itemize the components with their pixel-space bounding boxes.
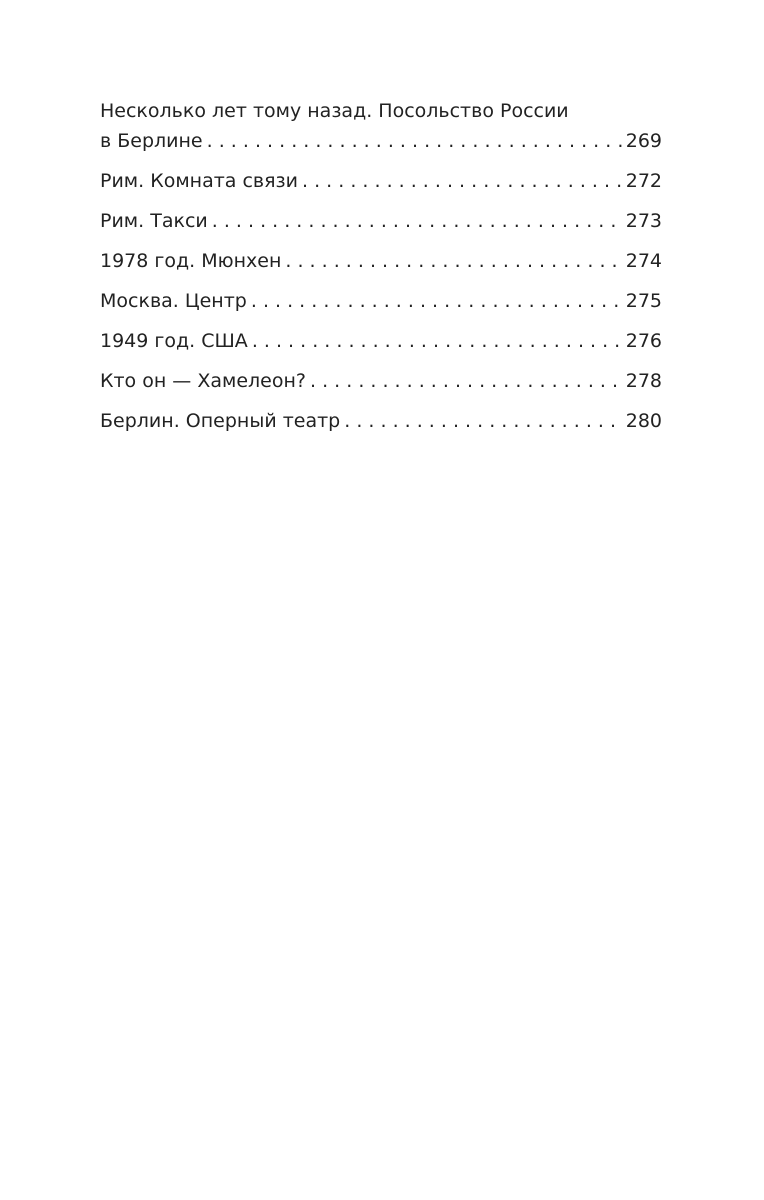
toc-entry: [100, 326, 662, 356]
toc-entry-page: 278: [625, 370, 662, 392]
toc-entry-title: Кто он — Хамелеон?: [100, 370, 306, 392]
toc-entry-page: 280: [625, 410, 662, 432]
toc-leader-dots: [285, 246, 623, 276]
toc-entry-row: [100, 326, 662, 356]
toc-leader-dots: [310, 366, 624, 396]
toc-entry-row: [100, 366, 662, 396]
toc-entry-page: 275: [625, 290, 662, 312]
toc-leader-dots: [302, 166, 624, 196]
toc-entry-row: [100, 126, 662, 156]
toc-leader-dots: [344, 406, 623, 436]
toc-entry-page: 273: [625, 210, 662, 232]
toc-entry-row: [100, 206, 662, 236]
toc-entry: [100, 96, 662, 156]
toc-entry-title: Берлин. Оперный театр: [100, 410, 341, 432]
table-of-contents: [100, 96, 662, 446]
toc-entry: [100, 366, 662, 396]
toc-entry-title: 1978 год. Мюнхен: [100, 250, 282, 272]
toc-entry-page: 276: [625, 330, 662, 352]
toc-leader-dots: [207, 126, 624, 156]
toc-entry-row: [100, 286, 662, 316]
toc-entry: [100, 166, 662, 196]
toc-leader-dots: [251, 286, 624, 316]
toc-entry-row: [100, 246, 662, 276]
toc-entry-title: Москва. Центр: [100, 290, 247, 312]
toc-entry-title: Рим. Такси: [100, 210, 208, 232]
toc-leader-dots: [252, 326, 624, 356]
toc-entry-row: [100, 166, 662, 196]
toc-entry-title: в Берлине: [100, 130, 203, 152]
toc-entry: [100, 206, 662, 236]
toc-entry: [100, 286, 662, 316]
toc-entry-title-line1: Несколько лет тому назад. Посольство России: [100, 100, 569, 122]
toc-entry-title: 1949 год. США: [100, 330, 248, 352]
toc-entry: [100, 406, 662, 436]
toc-entry-page: 274: [625, 250, 662, 272]
toc-entry-page: 272: [625, 170, 662, 192]
toc-entry-row: [100, 406, 662, 436]
toc-entry-page: 269: [625, 130, 662, 152]
toc-entry: [100, 246, 662, 276]
toc-leader-dots: [212, 206, 624, 236]
toc-entry-title: Рим. Комната связи: [100, 170, 299, 192]
